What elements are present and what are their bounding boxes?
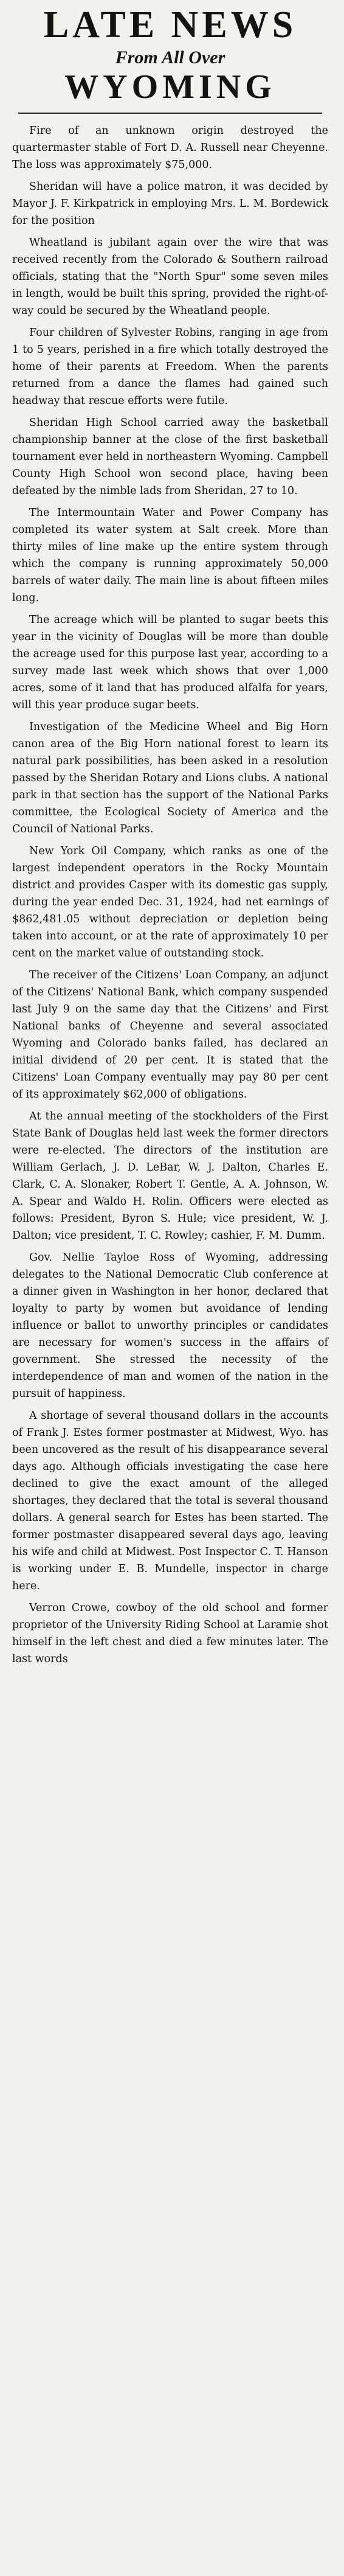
article-new-york-oil: New York Oil Company, which ranks as one of the largest independent operators in the Rocky Mountain district and provides Casper with its domestic gas supply, during the year ended Dec. 31, 1924, had net earnings of $862,481.05 without depreciation or depletion being taken into account, or at the rate of approximately 10 per cent on the market value of outstanding stock. — [12, 844, 328, 959]
masthead-state: WYOMING — [64, 68, 276, 106]
masthead-subtitle: From All Over — [115, 47, 225, 68]
article-robins-fire: Four children of Sylvester Robins, ranging in age from 1 to 5 years, perished in a fire which totally destroyed the home of their parents at Freedom. When the parents returned from a dance the flames had gained such headway that rescue efforts were futile. — [12, 326, 328, 407]
masthead-title: LATE NEWS — [43, 4, 297, 46]
article-sheridan-basketball: Sheridan High School carried away the basketball championship banner at the close of the first basketball tournament ever held in northeastern Wyoming. Campbell County High School won second place, having been defeated by the nimble lads from Sheridan, 27 to 10. — [12, 416, 328, 497]
article-medicine-wheel-park: Investigation of the Medicine Wheel and Big Horn canon area of the Big Horn national forest to learn its natural park possibilities, has been asked in a resolution passed by the Sheridan Rotary and Lions clubs. A national park in that section has the support of the National Parks committee, the Ecological Society of America and the Council of National Parks. — [12, 720, 328, 835]
masthead-rule — [18, 113, 322, 114]
article-gov-ross: Gov. Nellie Tayloe Ross of Wyoming, addressing delegates to the National Democratic Club conference at a dinner given in Washington in her honor, declared that loyalty to party by women but avoidance of lending influence or ballot to unworthy principles or candidates are necessary for women's success in the affairs of government. She stressed the necessity of the interdependence of man and women of the nation in the pursuit of happiness. — [12, 1251, 328, 1400]
article-first-state-bank: At the annual meeting of the stockholders of the First State Bank of Douglas held last week the former directors were re-elected. The directors of the institution are William Gerlach, J. D. LeBar, W. J. Dalton, Charles E. Clark, C. A. Slonaker, Robert T. Gentle, A. A. Johnson, W. A. Spear and Waldo H. Rolin. Officers were elected as follows: President, Byron S. Hule; vice president, W. J. Dalton; vice president, T. C. Rowley; cashier, F. M. Dumm. — [12, 1110, 328, 1242]
article-douglas-sugar-beets: The acreage which will be planted to sugar beets this year in the vicinity of Douglas will be more than double the acreage used for this purpose last year, according to a survey made last week which shows that over 1,000 acres, some of it land that has produced alfalfa for years, will this year produce sugar beets. — [12, 613, 328, 711]
article-sheridan-police-matron: Sheridan will have a police matron, it was decided by Mayor J. F. Kirkpatrick in employing Mrs. L. M. Bordewick for the position — [12, 180, 328, 227]
masthead — [12, 6, 328, 105]
articles — [12, 122, 328, 1668]
article-fort-russell-fire: Fire of an unknown origin destroyed the quartermaster stable of Fort D. A. Russell near Cheyenne. The loss was approximately $75,000. — [12, 124, 328, 171]
article-estes-shortage: A shortage of several thousand dollars in the accounts of Frank J. Estes former postmaster at Midwest, Wyo. has been uncovered as the result of his disappearance several days ago. Although officials investigating the case here declined to give the exact amount of the alleged shortages, they declared that the total is several thousand dollars. A general search for Estes has been started. The former postmaster disappeared several days ago, leaving his wife and child at Midwest. Post Inspector C. T. Hanson is working under E. B. Mundelle, inspector in charge here. — [12, 1409, 328, 1592]
article-wheatland-north-spur: Wheatland is jubilant again over the wire that was received recently from the Colorado & Southern railroad officials, stating that the "North Spur" some seven miles in length, would be built this spring, provided the right-of-way could be secured by the Wheatland people. — [12, 236, 328, 317]
article-verron-crowe: Verron Crowe, cowboy of the old school and former proprietor of the University Riding School at Laramie shot himself in the left chest and died a few minutes later. The last words — [12, 1601, 328, 1665]
article-citizens-loan: The receiver of the Citizens' Loan Company, an adjunct of the Citizens' National Bank, which company suspended last July 9 on the same day that the Citizens' and First National banks of Cheyenne and several associated Wyoming and Colorado banks failed, has declared an initial dividend of 20 per cent. It is stated that the Citizens' Loan Company eventually may pay 80 per cent of its approximately $62,000 of obligations. — [12, 969, 328, 1101]
article-intermountain-water: The Intermountain Water and Power Company has completed its water system at Salt creek. More than thirty miles of line make up the entire system through which the company is running approximately 50,000 barrels of water daily. The main line is about fifteen miles long. — [12, 506, 328, 604]
